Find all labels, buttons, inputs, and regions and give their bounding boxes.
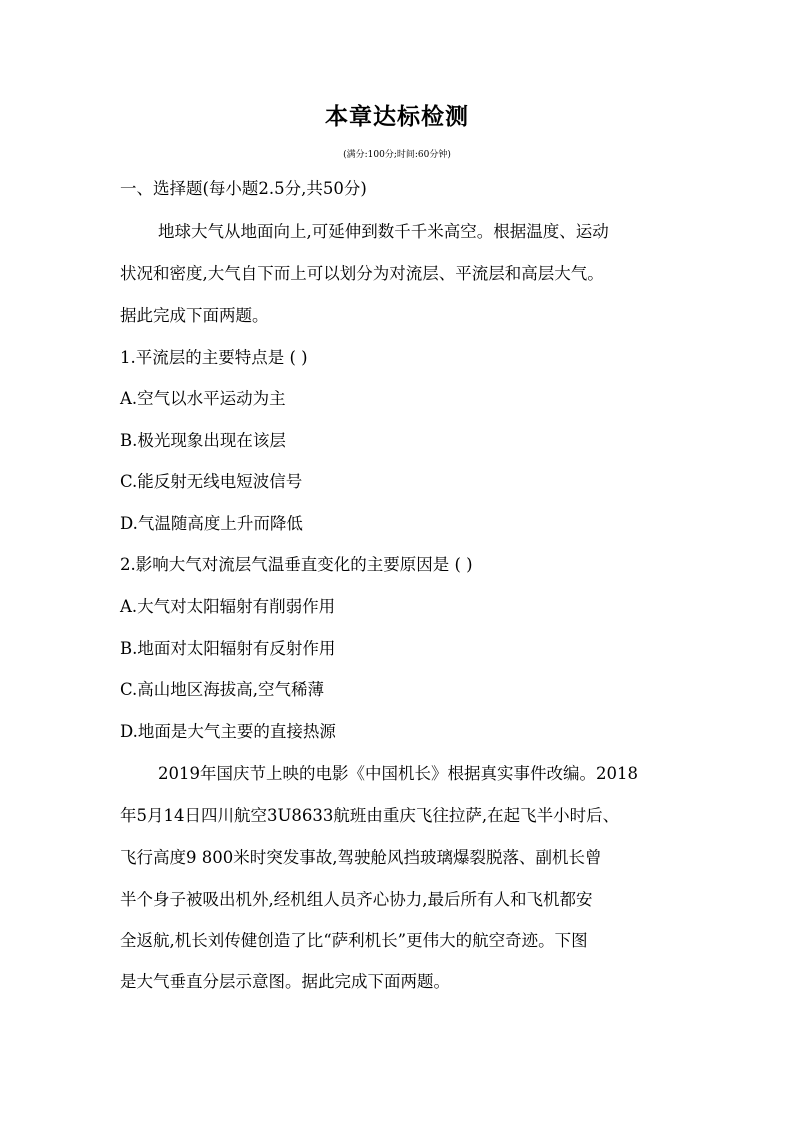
passage1-line-3: 据此完成下面两题。 xyxy=(120,306,269,325)
question-2-option-a: A.大气对太阳辐射有削弱作用 xyxy=(120,597,336,616)
passage2-line-3: 飞行高度9 800米时突发事故,驾驶舱风挡玻璃爆裂脱落、副机长曾 xyxy=(120,848,602,867)
passage2-line-4: 半个身子被吸出机外,经机组人员齐心协力,最后所有人和飞机都安 xyxy=(120,890,593,909)
page-subtitle: (满分:100分;时间:60分钟) xyxy=(343,150,451,160)
question-1-option-d: D.气温随高度上升而降低 xyxy=(120,514,303,533)
passage2-line-5: 全返航,机长刘传健创造了比“萨利机长”更伟大的航空奇迹。下图 xyxy=(120,931,588,950)
passage1-line-1: 地球大气从地面向上,可延伸到数千千米高空。根据温度、运动 xyxy=(158,222,609,241)
question-2-option-d: D.地面是大气主要的直接热源 xyxy=(120,722,336,741)
question-2-option-c: C.高山地区海拔高,空气稀薄 xyxy=(120,680,325,699)
question-1-stem: 1.平流层的主要特点是 ( ) xyxy=(120,348,308,367)
passage2-line-6: 是大气垂直分层示意图。据此完成下面两题。 xyxy=(120,972,450,991)
question-2-option-b: B.地面对太阳辐射有反射作用 xyxy=(120,639,336,658)
question-2-stem: 2.影响大气对流层气温垂直变化的主要原因是 ( ) xyxy=(120,555,473,574)
passage2-line-2: 年5月14日四川航空3U8633航班由重庆飞往拉萨,在起飞半小时后、 xyxy=(120,806,620,825)
passage1-line-2: 状况和密度,大气自下而上可以划分为对流层、平流层和高层大气。 xyxy=(120,264,604,283)
question-1-option-a: A.空气以水平运动为主 xyxy=(120,389,286,408)
page-title: 本章达标检测 xyxy=(325,103,469,130)
section-heading: 一、选择题(每小题2.5分,共50分) xyxy=(120,179,367,198)
passage2-line-1: 2019年国庆节上映的电影《中国机长》根据真实事件改编。2018 xyxy=(158,764,638,783)
question-1-option-b: B.极光现象出现在该层 xyxy=(120,431,286,450)
question-1-option-c: C.能反射无线电短波信号 xyxy=(120,472,303,491)
